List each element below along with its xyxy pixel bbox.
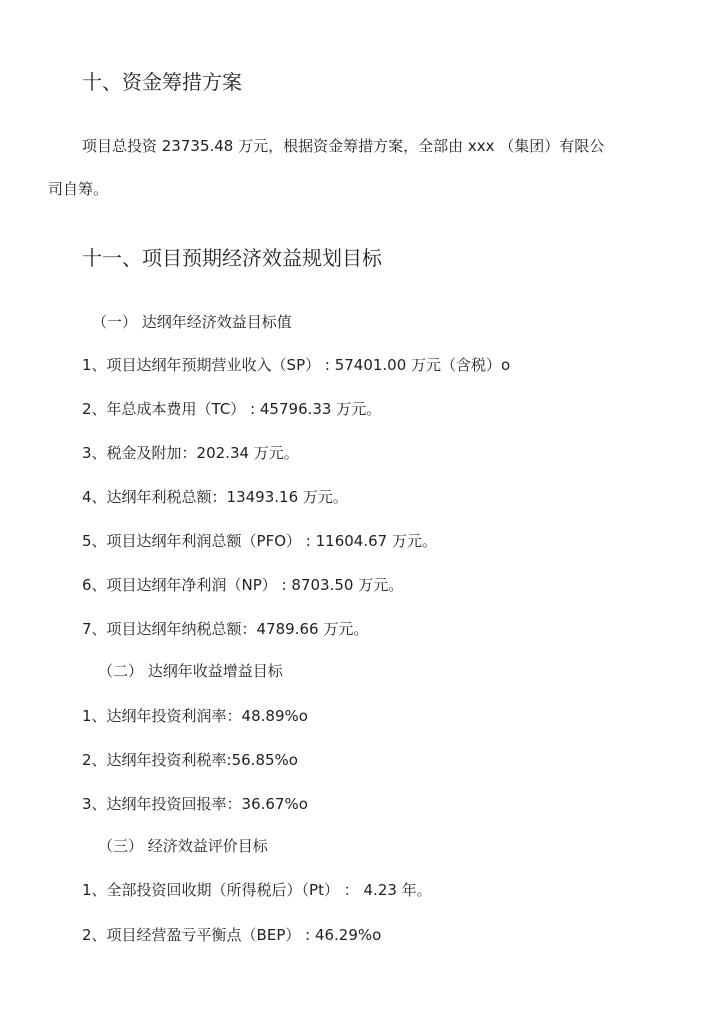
subsection-2-title: （二） 达纲年收益增益目标 <box>98 662 283 680</box>
list-item: 1、全部投资回收期（所得税后）（Pt） ： 4.23 年。 <box>82 881 432 899</box>
list-item: 4、达纲年利税总额：13493.16 万元。 <box>82 488 348 506</box>
list-item: 1、达纲年投资利润率：48.89%o <box>82 707 308 725</box>
list-item: 1、项目达纲年预期营业收入（SP） : 57401.00 万元（含税）o <box>82 356 511 374</box>
list-item: 2、达纲年投资利税率:56.85%o <box>82 751 298 769</box>
list-item: 7、项目达纲年纳税总额：4789.66 万元。 <box>82 620 369 638</box>
list-item: 3、达纲年投资回报率：36.67%o <box>82 795 308 813</box>
section-10-paragraph-line-1: 项目总投资 23735.48 万元，根据资金筹措方案，全部由 xxx （集团）有限公 <box>82 137 605 155</box>
list-item: 6、项目达纲年净利润（NP） : 8703.50 万元。 <box>82 576 404 594</box>
subsection-1-title: （一） 达纲年经济效益目标值 <box>92 313 292 331</box>
section-11-heading: 十一、项目预期经济效益规划目标 <box>82 246 382 270</box>
list-item: 2、项目经营盈亏平衡点（BEP） : 46.29%o <box>82 926 382 944</box>
list-item: 5、项目达纲年利润总额（PFO） : 11604.67 万元。 <box>82 532 437 550</box>
section-10-heading: 十、资金筹措方案 <box>82 70 242 94</box>
subsection-3-title: （三） 经济效益评价目标 <box>98 837 268 855</box>
section-10-paragraph-line-2: 司自筹。 <box>48 180 109 198</box>
list-item: 2、年总成本费用（TC） : 45796.33 万元。 <box>82 400 382 418</box>
list-item: 3、税金及附加：202.34 万元。 <box>82 444 299 462</box>
